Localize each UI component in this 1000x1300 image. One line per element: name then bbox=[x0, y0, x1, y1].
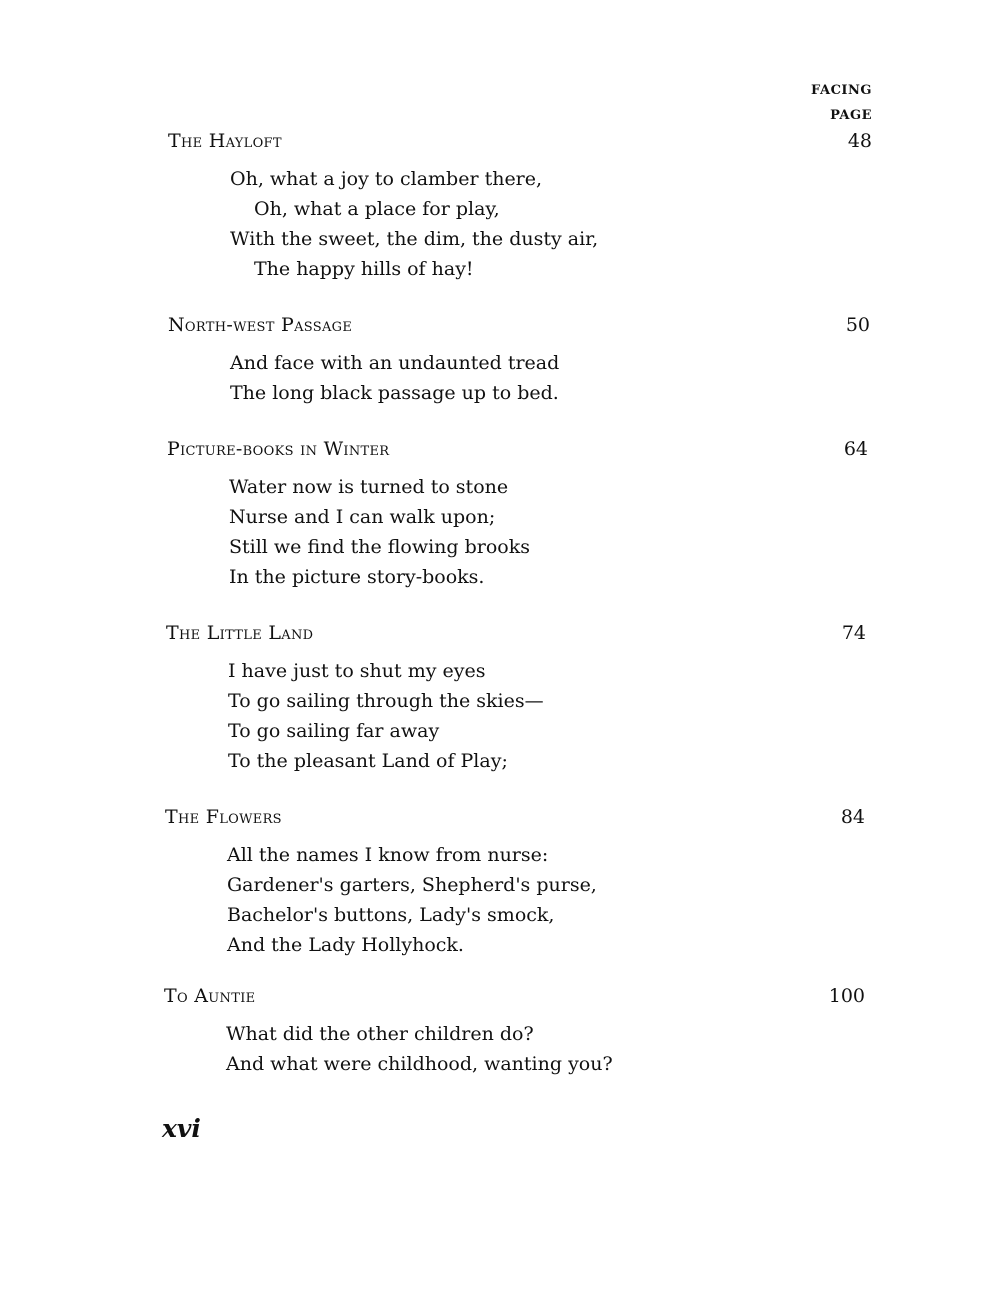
verse-line: The happy hills of hay! bbox=[254, 258, 474, 280]
entry-page-number: 48 bbox=[847, 130, 872, 152]
entry-page-number: 74 bbox=[841, 622, 866, 644]
toc-entry-picture-books-in-winter bbox=[167, 438, 868, 592]
entry-title: The Little Land bbox=[166, 622, 314, 644]
verse-line: Oh, what a joy to clamber there, bbox=[230, 168, 543, 190]
verse-line: Still we find the flowing brooks bbox=[229, 536, 531, 558]
toc-entry-little-land bbox=[166, 622, 866, 776]
verse-line: What did the other children do? bbox=[226, 1023, 534, 1045]
entry-title: North-west Passage bbox=[168, 314, 353, 336]
verse-line: To go sailing far away bbox=[228, 720, 440, 742]
verse-line: Bachelor's buttons, Lady's smock, bbox=[227, 904, 555, 926]
entry-title: To Auntie bbox=[164, 985, 256, 1007]
verse-line: And the Lady Hollyhock. bbox=[227, 934, 464, 956]
verse-line: To the pleasant Land of Play; bbox=[228, 750, 508, 772]
entry-title: The Flowers bbox=[165, 806, 282, 828]
page-folio: xvi bbox=[162, 1114, 201, 1143]
verse-line: I have just to shut my eyes bbox=[228, 660, 486, 682]
entry-page-number: 100 bbox=[828, 985, 865, 1007]
verse-line: Gardener's garters, Shepherd's purse, bbox=[227, 874, 597, 896]
entry-title: The Hayloft bbox=[168, 130, 282, 152]
verse-line: And face with an undaunted tread bbox=[230, 352, 560, 374]
facing-page-header bbox=[790, 78, 872, 128]
toc-entry-north-west-passage bbox=[168, 314, 870, 408]
header-line-page: PAGE bbox=[830, 108, 872, 123]
verse-line: And what were childhood, wanting you? bbox=[226, 1053, 613, 1075]
entry-page-number: 64 bbox=[843, 438, 868, 460]
toc-entry-to-auntie bbox=[164, 985, 865, 1079]
verse-line: Water now is turned to stone bbox=[229, 476, 509, 498]
verse-line: The long black passage up to bed. bbox=[230, 382, 559, 404]
entry-title: Picture-books in Winter bbox=[167, 438, 390, 460]
entry-page-number: 84 bbox=[840, 806, 865, 828]
verse-line: In the picture story-books. bbox=[229, 566, 485, 588]
verse-line: Oh, what a place for play, bbox=[254, 198, 500, 220]
verse-line: Nurse and I can walk upon; bbox=[229, 506, 496, 528]
toc-entry-hayloft bbox=[168, 130, 872, 284]
verse-line: All the names I know from nurse: bbox=[227, 844, 549, 866]
toc-entry-flowers bbox=[165, 806, 865, 960]
verse-line: With the sweet, the dim, the dusty air, bbox=[230, 228, 599, 250]
entry-page-number: 50 bbox=[845, 314, 870, 336]
header-line-facing: FACING bbox=[811, 83, 872, 98]
verse-line: To go sailing through the skies— bbox=[228, 690, 544, 712]
